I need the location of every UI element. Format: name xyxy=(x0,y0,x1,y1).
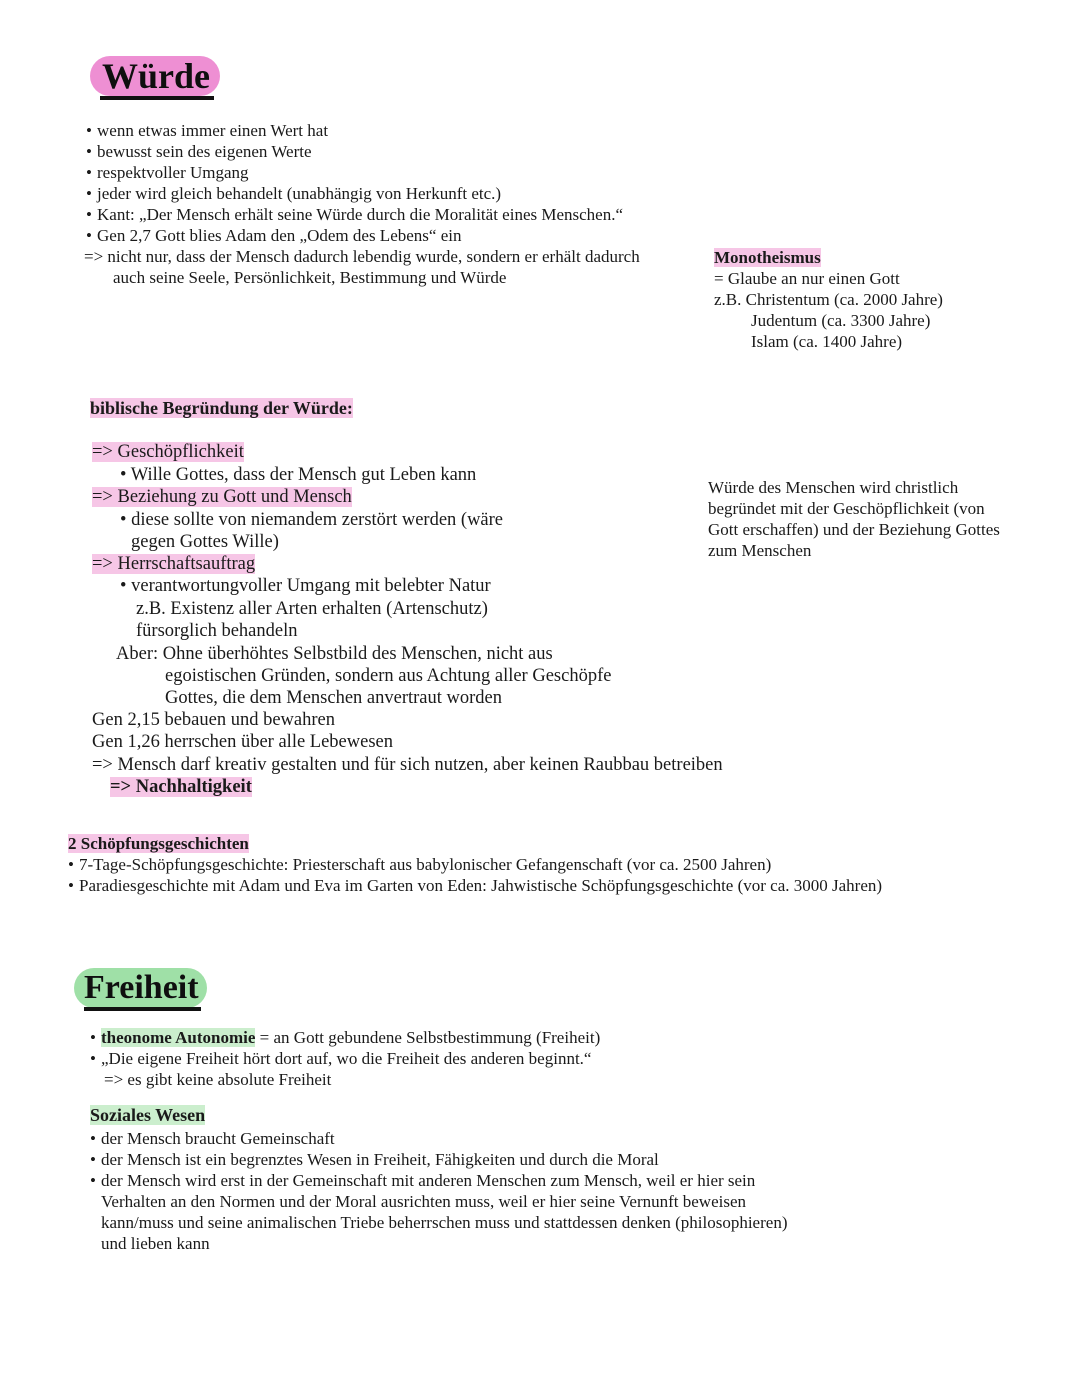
monotheismus-line-1: = Glaube an nur einen Gott xyxy=(714,269,900,288)
christlich-note-line-2: begründet mit der Geschöpflichkeit (von xyxy=(708,499,985,518)
schoepfung-bullet-2: • Paradiesgeschichte mit Adam und Eva im Garten von Eden: Jahwistische Schöpfungsgeschichte (vor ca. 3000 Jahren) xyxy=(68,876,883,895)
title-freiheit-underline xyxy=(84,1007,201,1011)
wuerde-bullet-1: • wenn etwas immer einen Wert hat xyxy=(86,121,329,140)
wuerde-bullet-6: • Gen 2,7 Gott blies Adam den „Odem des Lebens“ ein xyxy=(86,226,462,245)
biblisch-line-16 xyxy=(110,776,252,798)
biblisch-line-6 xyxy=(92,553,255,575)
biblisch-line-14: Gen 1,26 herrschen über alle Lebewesen xyxy=(92,732,394,752)
biblisch-heading xyxy=(90,398,353,419)
wuerde-bullet-2-text: bewusst sein des eigenen Werte xyxy=(97,142,312,161)
monotheismus-line-2: z.B. Christentum (ca. 2000 Jahre) xyxy=(714,290,943,309)
theonome-autonomie-definition: = an Gott gebundene Selbstbestimmung (Freiheit) xyxy=(255,1028,601,1047)
schoepfung-bullet-1: • 7-Tage-Schöpfungsgeschichte: Priesterschaft aus babylonischer Gefangenschaft (vor ca. 2500 Jahren) xyxy=(68,855,772,874)
monotheismus-line-4: Islam (ca. 1400 Jahre) xyxy=(751,332,903,351)
wuerde-bullet-5-text: Kant: „Der Mensch erhält seine Würde durch die Moralität eines Menschen.“ xyxy=(97,205,624,224)
wuerde-conclusion-line-2: auch seine Seele, Persönlichkeit, Bestimmung und Würde xyxy=(113,268,507,287)
wuerde-bullet-4: • jeder wird gleich behandelt (unabhängig von Herkunft etc.) xyxy=(86,184,502,203)
soziales-heading-text: Soziales Wesen xyxy=(90,1105,206,1125)
monotheismus-heading xyxy=(714,247,821,268)
biblisch-line-3-text: => Beziehung zu Gott und Mensch xyxy=(92,487,352,507)
biblisch-line-9: fürsorglich behandeln xyxy=(136,621,298,641)
title-wuerde xyxy=(90,56,220,96)
biblisch-line-8: z.B. Existenz aller Arten erhalten (Artenschutz) xyxy=(136,599,488,619)
schoepfung-bullet-2-text: Paradiesgeschichte mit Adam und Eva im Garten von Eden: Jahwistische Schöpfungsgeschichte (vor ca. 3000 Jahren) xyxy=(79,876,883,895)
biblisch-line-2: • Wille Gottes, dass der Mensch gut Leben kann xyxy=(120,465,477,485)
biblisch-line-4: • diese sollte von niemandem zerstört werden (wäre xyxy=(120,510,504,530)
soziales-bullet-3-line-4: und lieben kann xyxy=(101,1234,210,1253)
wuerde-bullet-3-text: respektvoller Umgang xyxy=(97,163,249,182)
schoepfung-heading-text: 2 Schöpfungsgeschichten xyxy=(68,834,249,853)
freiheit-conclusion: => es gibt keine absolute Freiheit xyxy=(104,1070,332,1089)
soziales-bullet-3-line-3: kann/muss und seine animalischen Triebe beherrschen muss und stattdessen denken (philosophieren) xyxy=(101,1213,788,1232)
biblisch-line-16-text: => Nachhaltigkeit xyxy=(110,777,252,797)
title-freiheit xyxy=(74,968,207,1008)
biblisch-line-6-text: => Herrschaftsauftrag xyxy=(92,554,256,574)
soziales-bullet-3: • der Mensch wird erst in der Gemeinschaft mit anderen Menschen zum Mensch, weil er hier sein xyxy=(90,1171,756,1190)
monotheismus-heading-text: Monotheismus xyxy=(714,248,821,267)
biblisch-line-15: => Mensch darf kreativ gestalten und für sich nutzen, aber keinen Raubbau betreiben xyxy=(92,755,723,775)
biblisch-line-13: Gen 2,15 bebauen und bewahren xyxy=(92,710,335,730)
wuerde-bullet-4-text: jeder wird gleich behandelt (unabhängig von Herkunft etc.) xyxy=(97,184,502,203)
wuerde-bullet-2: • bewusst sein des eigenen Werte xyxy=(86,142,312,161)
biblisch-line-1 xyxy=(92,441,244,463)
freiheit-bullet-2: • „Die eigene Freiheit hört dort auf, wo die Freiheit des anderen beginnt.“ xyxy=(90,1049,592,1068)
soziales-bullet-2-text: der Mensch ist ein begrenztes Wesen in Freiheit, Fähigkeiten und durch die Moral xyxy=(101,1150,659,1169)
title-freiheit-text: Freiheit xyxy=(84,969,199,1006)
christlich-note-line-3: Gott erschaffen) und der Beziehung Gottes xyxy=(708,520,1000,539)
biblisch-line-1-text: => Geschöpflichkeit xyxy=(92,442,244,462)
wuerde-bullet-3: • respektvoller Umgang xyxy=(86,163,249,182)
soziales-bullet-3-line-2: Verhalten an den Normen und der Moral ausrichten muss, weil er hier seine Vernunft beweisen xyxy=(101,1192,747,1211)
title-wuerde-text: Würde xyxy=(102,56,210,96)
schoepfung-heading xyxy=(68,833,249,854)
biblisch-line-12: Gottes, die dem Menschen anvertraut worden xyxy=(165,688,503,708)
soziales-bullet-1-text: der Mensch braucht Gemeinschaft xyxy=(101,1129,335,1148)
christlich-note-line-4: zum Menschen xyxy=(708,541,812,560)
christlich-note-line-1: Würde des Menschen wird christlich xyxy=(708,478,959,497)
theonome-autonomie-term: theonome Autonomie xyxy=(101,1028,256,1047)
soziales-bullet-3-line-1: der Mensch wird erst in der Gemeinschaft mit anderen Menschen zum Mensch, weil er hier sein xyxy=(101,1171,756,1190)
title-wuerde-underline xyxy=(100,96,214,100)
wuerde-bullet-6-text: Gen 2,7 Gott blies Adam den „Odem des Lebens“ ein xyxy=(97,226,462,245)
wuerde-bullet-5: • Kant: „Der Mensch erhält seine Würde durch die Moralität eines Menschen.“ xyxy=(86,205,624,224)
freiheit-bullet-1: • theonome Autonomie = an Gott gebundene Selbstbestimmung (Freiheit) xyxy=(90,1028,601,1047)
biblisch-line-5: gegen Gottes Wille) xyxy=(131,532,279,552)
schoepfung-bullet-1-text: 7-Tage-Schöpfungsgeschichte: Priesterschaft aus babylonischer Gefangenschaft (vor ca. 2500 Jahren) xyxy=(79,855,772,874)
biblisch-line-7: • verantwortungvoller Umgang mit belebter Natur xyxy=(120,576,491,596)
biblisch-heading-text: biblische Begründung der Würde: xyxy=(90,398,353,418)
biblisch-line-11: egoistischen Gründen, sondern aus Achtung aller Geschöpfe xyxy=(165,666,612,686)
soziales-heading xyxy=(90,1105,205,1126)
biblisch-line-3 xyxy=(92,486,352,508)
biblisch-line-10: Aber: Ohne überhöhtes Selbstbild des Menschen, nicht aus xyxy=(116,644,553,664)
wuerde-bullet-1-text: wenn etwas immer einen Wert hat xyxy=(97,121,329,140)
soziales-bullet-2: • der Mensch ist ein begrenztes Wesen in Freiheit, Fähigkeiten und durch die Moral xyxy=(90,1150,659,1169)
freiheit-quote-text: „Die eigene Freiheit hört dort auf, wo die Freiheit des anderen beginnt.“ xyxy=(101,1049,592,1068)
soziales-bullet-1: • der Mensch braucht Gemeinschaft xyxy=(90,1129,335,1148)
wuerde-conclusion-line-1: => nicht nur, dass der Mensch dadurch lebendig wurde, sondern er erhält dadurch xyxy=(84,247,640,266)
monotheismus-line-3: Judentum (ca. 3300 Jahre) xyxy=(751,311,931,330)
